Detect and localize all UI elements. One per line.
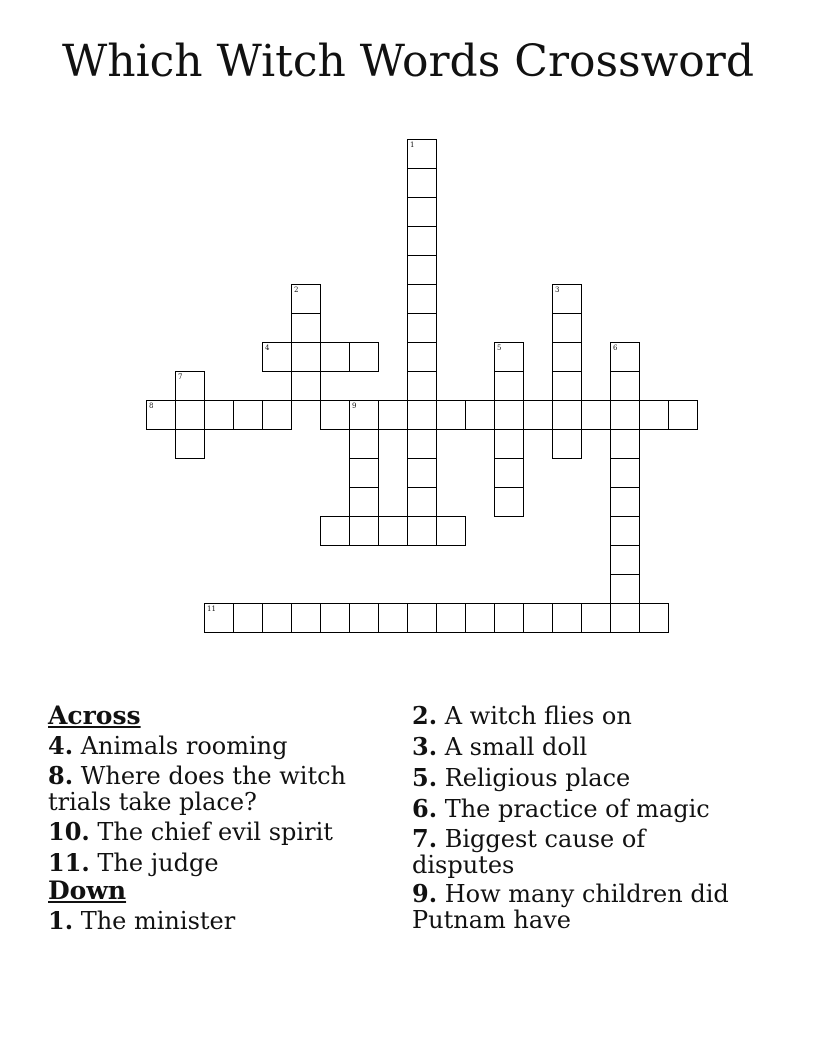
grid-cell[interactable]: [204, 400, 234, 430]
page-title: Which Witch Words Crossword: [62, 36, 754, 87]
cell-number: 1: [410, 141, 415, 149]
grid-cell[interactable]: [494, 400, 524, 430]
grid-cell[interactable]: [349, 487, 379, 517]
grid-cell[interactable]: [407, 168, 437, 198]
clue-number: 7.: [412, 824, 438, 853]
grid-cell[interactable]: [610, 574, 640, 604]
grid-cell[interactable]: [378, 603, 408, 633]
clue-number: 10.: [48, 817, 90, 846]
grid-cell[interactable]: [552, 342, 582, 372]
grid-cell[interactable]: [349, 342, 379, 372]
cell-number: 2: [294, 286, 299, 294]
clue-text: How many children did Putnam have: [412, 880, 729, 934]
grid-cell[interactable]: [610, 487, 640, 517]
clue-across-8: [48, 763, 388, 815]
grid-cell[interactable]: [407, 429, 437, 459]
grid-cell[interactable]: [349, 516, 379, 546]
grid-cell[interactable]: [378, 516, 408, 546]
clue-down-1: [48, 907, 388, 935]
grid-cell[interactable]: [494, 342, 524, 372]
clue-down-7: [412, 826, 742, 878]
grid-cell[interactable]: [407, 603, 437, 633]
grid-cell[interactable]: [610, 342, 640, 372]
grid-cell[interactable]: [552, 603, 582, 633]
clue-down-6: [412, 795, 742, 823]
grid-cell[interactable]: [291, 313, 321, 343]
grid-cell[interactable]: [262, 342, 292, 372]
across-heading: Across: [48, 701, 141, 730]
grid-cell[interactable]: [262, 603, 292, 633]
grid-cell[interactable]: [204, 603, 234, 633]
clue-down-3: [412, 733, 742, 761]
grid-cell[interactable]: [349, 603, 379, 633]
grid-cell[interactable]: [349, 400, 379, 430]
grid-cell[interactable]: [610, 458, 640, 488]
grid-cell[interactable]: [407, 197, 437, 227]
grid-cell[interactable]: [581, 400, 611, 430]
grid-cell[interactable]: [436, 603, 466, 633]
grid-cell[interactable]: [291, 371, 321, 401]
clue-across-11: [48, 849, 388, 877]
grid-cell[interactable]: [610, 545, 640, 575]
grid-cell[interactable]: [407, 255, 437, 285]
grid-cell[interactable]: [523, 400, 553, 430]
clue-number: 8.: [48, 761, 74, 790]
grid-cell[interactable]: [320, 400, 350, 430]
clue-number: 3.: [412, 732, 438, 761]
grid-cell[interactable]: [146, 400, 176, 430]
grid-cell[interactable]: [262, 400, 292, 430]
clue-down-2: [412, 702, 742, 730]
grid-cell[interactable]: [407, 226, 437, 256]
grid-cell[interactable]: [494, 371, 524, 401]
grid-cell[interactable]: [494, 458, 524, 488]
clue-down-5: [412, 764, 742, 792]
grid-cell[interactable]: [349, 458, 379, 488]
clue-number: 2.: [412, 701, 438, 730]
grid-cell[interactable]: [291, 603, 321, 633]
grid-cell[interactable]: [407, 400, 437, 430]
grid-cell[interactable]: [407, 313, 437, 343]
grid-cell[interactable]: [581, 603, 611, 633]
grid-cell[interactable]: [552, 400, 582, 430]
grid-cell[interactable]: [552, 429, 582, 459]
grid-cell[interactable]: [407, 487, 437, 517]
cell-number: 11: [207, 605, 216, 613]
cell-number: 4: [265, 344, 270, 352]
clue-column-left: [48, 702, 388, 935]
cell-number: 8: [149, 402, 154, 410]
grid-cell[interactable]: [407, 516, 437, 546]
grid-cell[interactable]: [233, 603, 263, 633]
grid-cell[interactable]: [465, 603, 495, 633]
clue-across-4: [48, 732, 388, 760]
grid-cell[interactable]: [494, 487, 524, 517]
clue-text: A witch flies on: [444, 702, 632, 730]
grid-cell[interactable]: [175, 400, 205, 430]
clue-number: 5.: [412, 763, 438, 792]
clue-text: The practice of magic: [444, 795, 710, 823]
cell-number: 7: [178, 373, 183, 381]
grid-cell[interactable]: [291, 284, 321, 314]
down-heading: Down: [48, 876, 127, 905]
grid-cell[interactable]: [407, 458, 437, 488]
grid-cell[interactable]: [494, 429, 524, 459]
clue-text: Where does the witch trials take place?: [48, 762, 346, 816]
grid-cell[interactable]: [639, 603, 669, 633]
clue-text: The judge: [97, 849, 219, 877]
clue-text: A small doll: [444, 733, 588, 761]
clue-number: 11.: [48, 848, 90, 877]
grid-cell[interactable]: [610, 371, 640, 401]
grid-cell[interactable]: [407, 139, 437, 169]
clue-number: 9.: [412, 879, 438, 908]
grid-cell[interactable]: [233, 400, 263, 430]
grid-cell[interactable]: [494, 603, 524, 633]
grid-cell[interactable]: [320, 603, 350, 633]
grid-cell[interactable]: [175, 371, 205, 401]
grid-cell[interactable]: [639, 400, 669, 430]
cell-number: 9: [352, 402, 357, 410]
clue-text: The chief evil spirit: [97, 818, 333, 846]
grid-cell[interactable]: [610, 429, 640, 459]
grid-cell[interactable]: [378, 400, 408, 430]
grid-cell[interactable]: [610, 400, 640, 430]
grid-cell[interactable]: [291, 342, 321, 372]
clue-number: 6.: [412, 794, 438, 823]
clue-text: The minister: [80, 907, 236, 935]
grid-cell[interactable]: [349, 429, 379, 459]
grid-cell[interactable]: [407, 371, 437, 401]
grid-cell[interactable]: [610, 603, 640, 633]
grid-cell[interactable]: [436, 400, 466, 430]
grid-cell[interactable]: [552, 313, 582, 343]
cell-number: 3: [555, 286, 560, 294]
grid-cell[interactable]: [523, 603, 553, 633]
grid-cell[interactable]: [610, 516, 640, 546]
clue-text: Animals rooming: [80, 732, 288, 760]
clue-number: 4.: [48, 731, 74, 760]
clue-down-9: [412, 881, 742, 933]
grid-cell[interactable]: [175, 429, 205, 459]
grid-cell[interactable]: [668, 400, 698, 430]
cell-number: 6: [613, 344, 618, 352]
grid-cell[interactable]: [407, 342, 437, 372]
grid-cell[interactable]: [320, 516, 350, 546]
grid-cell[interactable]: [552, 371, 582, 401]
clue-text: Religious place: [444, 764, 631, 792]
grid-cell[interactable]: [407, 284, 437, 314]
grid-cell[interactable]: [436, 516, 466, 546]
clue-column-right: [412, 702, 742, 933]
clue-number: 1.: [48, 906, 74, 935]
grid-cell[interactable]: [552, 284, 582, 314]
cell-number: 5: [497, 344, 502, 352]
grid-cell[interactable]: [320, 342, 350, 372]
clue-across-10: [48, 818, 388, 846]
grid-cell[interactable]: [465, 400, 495, 430]
clue-text: Biggest cause of disputes: [412, 825, 646, 879]
